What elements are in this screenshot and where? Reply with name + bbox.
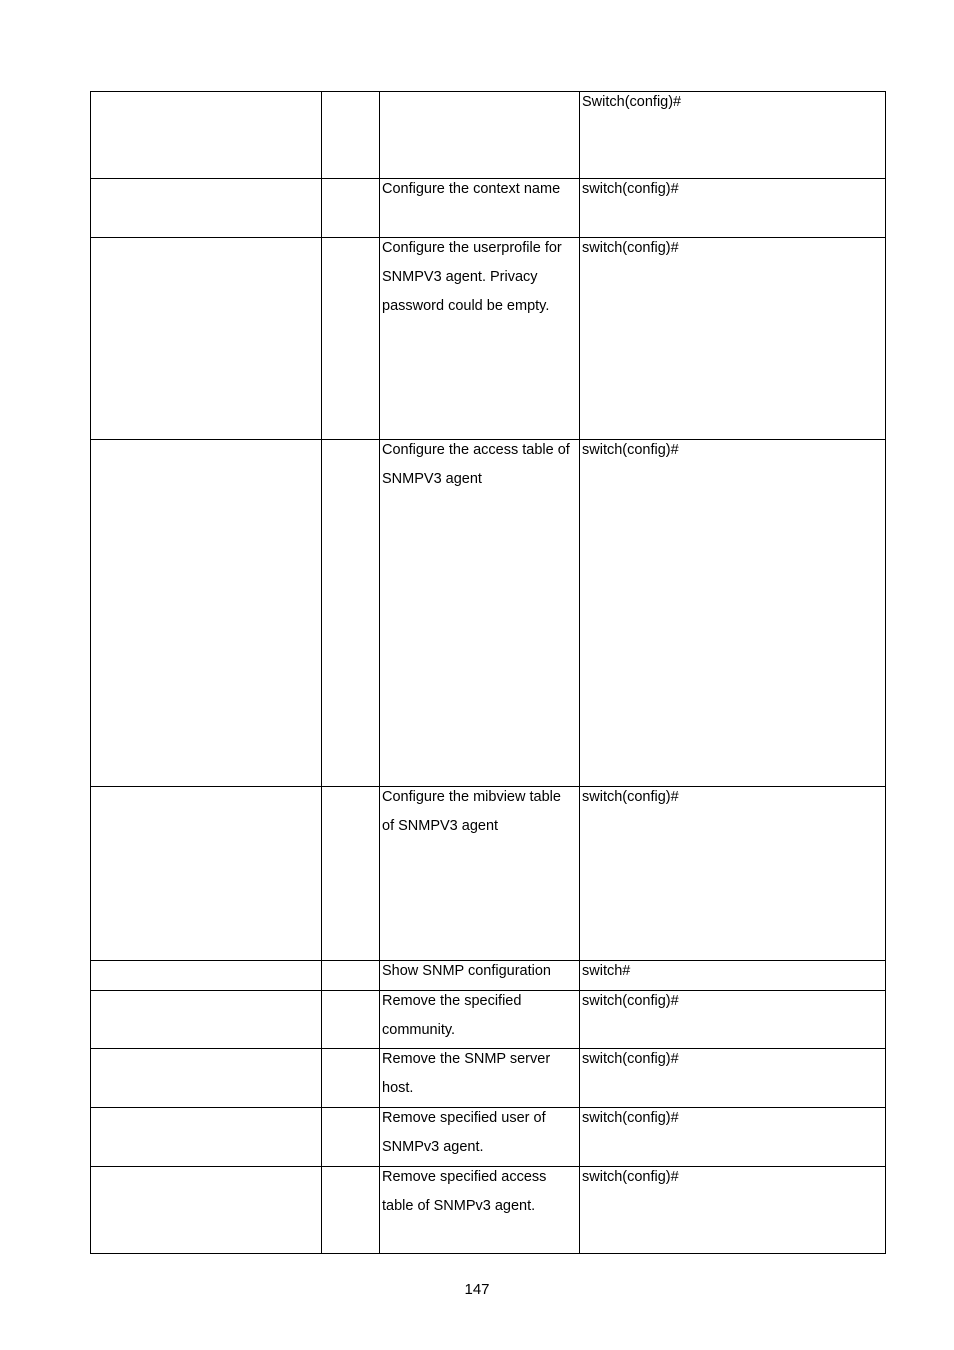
parameter-cell bbox=[322, 440, 380, 787]
command-cell bbox=[91, 238, 322, 440]
table-row bbox=[91, 991, 886, 1049]
mode-cell: switch(config)# bbox=[580, 440, 886, 787]
command-cell bbox=[91, 991, 322, 1049]
mode-cell: switch# bbox=[580, 961, 886, 991]
parameter-cell bbox=[322, 238, 380, 440]
description-cell: Configure the userprofile for SNMPV3 agent. Privacy password could be empty. bbox=[380, 238, 580, 440]
mode-cell: switch(config)# bbox=[580, 787, 886, 961]
table-row bbox=[91, 179, 886, 238]
description-cell: Show SNMP configuration bbox=[380, 961, 580, 991]
command-cell bbox=[91, 92, 322, 179]
parameter-cell bbox=[322, 179, 380, 238]
command-cell bbox=[91, 440, 322, 787]
mode-cell: switch(config)# bbox=[580, 1049, 886, 1108]
description-cell: Configure the access table of SNMPV3 agent bbox=[380, 440, 580, 787]
table-row bbox=[91, 787, 886, 961]
command-cell bbox=[91, 179, 322, 238]
command-cell bbox=[91, 1049, 322, 1108]
mode-cell: switch(config)# bbox=[580, 179, 886, 238]
description-cell bbox=[380, 92, 580, 179]
mode-cell: switch(config)# bbox=[580, 1108, 886, 1167]
table-row bbox=[91, 440, 886, 787]
description-cell: Remove the SNMP server host. bbox=[380, 1049, 580, 1108]
parameter-cell bbox=[322, 1049, 380, 1108]
table-row bbox=[91, 238, 886, 440]
description-cell: Remove specified user of SNMPv3 agent. bbox=[380, 1108, 580, 1167]
parameter-cell bbox=[322, 961, 380, 991]
description-cell: Remove specified access table of SNMPv3 agent. bbox=[380, 1167, 580, 1254]
table-row bbox=[91, 961, 886, 991]
parameter-cell bbox=[322, 1167, 380, 1254]
table-row bbox=[91, 1108, 886, 1167]
description-cell: Remove the specified community. bbox=[380, 991, 580, 1049]
description-cell: Configure the mibview table of SNMPV3 agent bbox=[380, 787, 580, 961]
mode-cell: switch(config)# bbox=[580, 1167, 886, 1254]
command-cell bbox=[91, 787, 322, 961]
description-cell: Configure the context name bbox=[380, 179, 580, 238]
mode-cell: switch(config)# bbox=[580, 991, 886, 1049]
command-table bbox=[90, 91, 886, 1254]
parameter-cell bbox=[322, 1108, 380, 1167]
parameter-cell bbox=[322, 991, 380, 1049]
mode-cell: switch(config)# bbox=[580, 238, 886, 440]
command-cell bbox=[91, 961, 322, 991]
mode-cell: Switch(config)# bbox=[580, 92, 886, 179]
parameter-cell bbox=[322, 787, 380, 961]
parameter-cell bbox=[322, 92, 380, 179]
table-row bbox=[91, 1049, 886, 1108]
table-row bbox=[91, 92, 886, 179]
page-number: 147 bbox=[464, 1281, 490, 1298]
command-cell bbox=[91, 1108, 322, 1167]
command-cell bbox=[91, 1167, 322, 1254]
table-row bbox=[91, 1167, 886, 1254]
